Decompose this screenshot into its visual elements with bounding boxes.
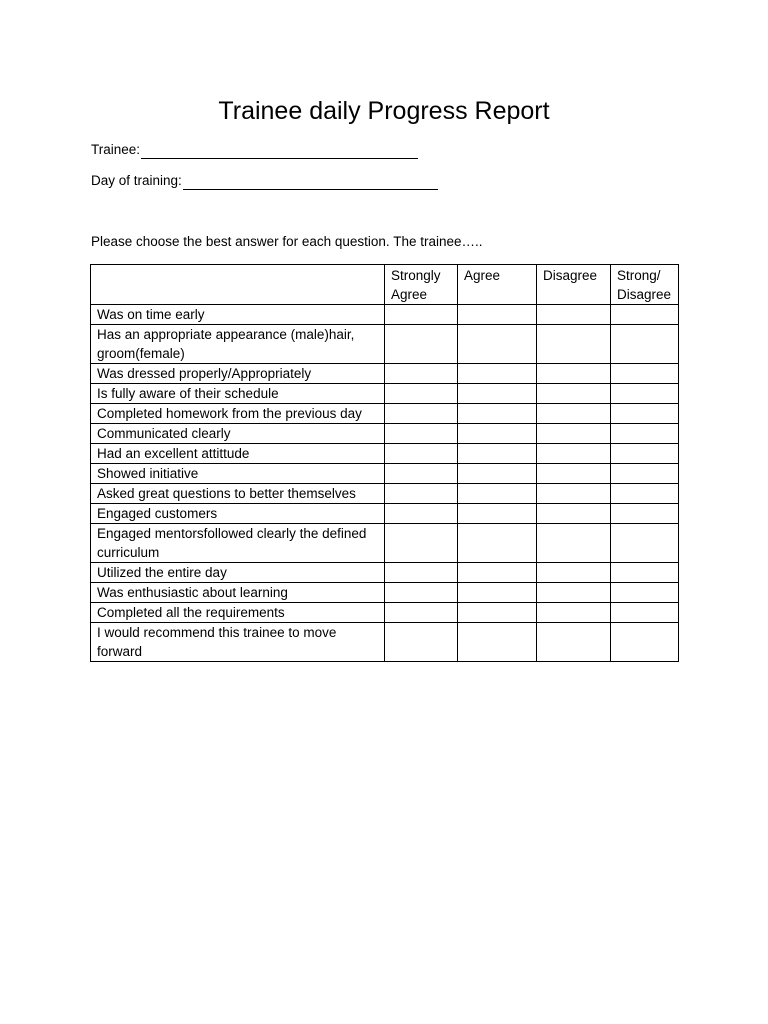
trainee-field[interactable] (91, 141, 418, 159)
table-row (91, 444, 679, 464)
question-cell: Completed homework from the previous day (91, 404, 385, 424)
answer-cell-strongly-agree[interactable] (385, 305, 458, 325)
table-row (91, 424, 679, 444)
table-row (91, 504, 679, 524)
table-row (91, 484, 679, 504)
table-row (91, 464, 679, 484)
answer-cell-strongly-disagree[interactable] (611, 384, 679, 404)
header-disagree: Disagree (537, 265, 611, 305)
answer-cell-strongly-agree[interactable] (385, 603, 458, 623)
day-of-training-blank-line[interactable] (183, 175, 438, 190)
question-cell: I would recommend this trainee to move forward (91, 623, 385, 662)
answer-cell-agree[interactable] (458, 404, 537, 424)
answer-cell-agree[interactable] (458, 524, 537, 563)
answer-cell-agree[interactable] (458, 325, 537, 364)
answer-cell-strongly-disagree[interactable] (611, 444, 679, 464)
answer-cell-disagree[interactable] (537, 444, 611, 464)
table-row (91, 603, 679, 623)
answer-cell-agree[interactable] (458, 484, 537, 504)
table-row (91, 563, 679, 583)
answer-cell-agree[interactable] (458, 424, 537, 444)
header-agree: Agree (458, 265, 537, 305)
answer-cell-strongly-agree[interactable] (385, 325, 458, 364)
answer-cell-strongly-disagree[interactable] (611, 404, 679, 424)
answer-cell-disagree[interactable] (537, 305, 611, 325)
answer-cell-agree[interactable] (458, 364, 537, 384)
answer-cell-strongly-disagree[interactable] (611, 424, 679, 444)
question-cell: Had an excellent attittude (91, 444, 385, 464)
answer-cell-strongly-disagree[interactable] (611, 583, 679, 603)
survey-body (91, 305, 679, 662)
table-row (91, 524, 679, 563)
answer-cell-strongly-agree[interactable] (385, 424, 458, 444)
answer-cell-disagree[interactable] (537, 563, 611, 583)
question-cell: Is fully aware of their schedule (91, 384, 385, 404)
answer-cell-disagree[interactable] (537, 464, 611, 484)
answer-cell-strongly-agree[interactable] (385, 464, 458, 484)
answer-cell-disagree[interactable] (537, 424, 611, 444)
question-cell: Communicated clearly (91, 424, 385, 444)
answer-cell-strongly-disagree[interactable] (611, 603, 679, 623)
answer-cell-strongly-agree[interactable] (385, 364, 458, 384)
answer-cell-agree[interactable] (458, 444, 537, 464)
answer-cell-strongly-disagree[interactable] (611, 563, 679, 583)
instructions-text: Please choose the best answer for each question. The trainee….. (91, 234, 483, 249)
answer-cell-strongly-disagree[interactable] (611, 524, 679, 563)
table-header-row (91, 265, 679, 305)
question-cell: Was on time early (91, 305, 385, 325)
header-strongly-disagree: Strong/ Disagree (611, 265, 679, 305)
answer-cell-agree[interactable] (458, 583, 537, 603)
answer-cell-agree[interactable] (458, 504, 537, 524)
answer-cell-strongly-disagree[interactable] (611, 623, 679, 662)
question-cell: Completed all the requirements (91, 603, 385, 623)
question-cell: Asked great questions to better themselves (91, 484, 385, 504)
answer-cell-strongly-agree[interactable] (385, 504, 458, 524)
answer-cell-agree[interactable] (458, 563, 537, 583)
answer-cell-disagree[interactable] (537, 524, 611, 563)
answer-cell-disagree[interactable] (537, 603, 611, 623)
answer-cell-strongly-agree[interactable] (385, 583, 458, 603)
answer-cell-strongly-agree[interactable] (385, 563, 458, 583)
answer-cell-disagree[interactable] (537, 364, 611, 384)
answer-cell-agree[interactable] (458, 384, 537, 404)
answer-cell-disagree[interactable] (537, 404, 611, 424)
answer-cell-strongly-disagree[interactable] (611, 484, 679, 504)
document-title: Trainee daily Progress Report (218, 97, 550, 125)
answer-cell-strongly-disagree[interactable] (611, 305, 679, 325)
answer-cell-disagree[interactable] (537, 384, 611, 404)
answer-cell-strongly-disagree[interactable] (611, 464, 679, 484)
question-cell: Was dressed properly/Appropriately (91, 364, 385, 384)
header-strongly-agree: Strongly Agree (385, 265, 458, 305)
table-row (91, 583, 679, 603)
answer-cell-strongly-agree[interactable] (385, 384, 458, 404)
table-row (91, 384, 679, 404)
table-row (91, 404, 679, 424)
answer-cell-agree[interactable] (458, 623, 537, 662)
answer-cell-strongly-disagree[interactable] (611, 364, 679, 384)
answer-cell-disagree[interactable] (537, 484, 611, 504)
header-question (91, 265, 385, 305)
table-row (91, 623, 679, 662)
answer-cell-strongly-agree[interactable] (385, 623, 458, 662)
trainee-label: Trainee: (91, 142, 141, 157)
question-cell: Has an appropriate appearance (male)hair, groom(female) (91, 325, 385, 364)
answer-cell-disagree[interactable] (537, 623, 611, 662)
question-cell: Showed initiative (91, 464, 385, 484)
answer-cell-agree[interactable] (458, 305, 537, 325)
day-of-training-label: Day of training: (91, 173, 182, 188)
table-row (91, 364, 679, 384)
trainee-blank-line[interactable] (141, 144, 418, 159)
answer-cell-agree[interactable] (458, 464, 537, 484)
table-row (91, 325, 679, 364)
answer-cell-strongly-agree[interactable] (385, 484, 458, 504)
answer-cell-strongly-disagree[interactable] (611, 504, 679, 524)
answer-cell-agree[interactable] (458, 603, 537, 623)
answer-cell-strongly-disagree[interactable] (611, 325, 679, 364)
question-cell: Was enthusiastic about learning (91, 583, 385, 603)
answer-cell-strongly-agree[interactable] (385, 524, 458, 563)
survey-table (90, 264, 679, 662)
answer-cell-disagree[interactable] (537, 583, 611, 603)
question-cell: Engaged customers (91, 504, 385, 524)
answer-cell-disagree[interactable] (537, 325, 611, 364)
question-cell: Engaged mentorsfollowed clearly the defined curriculum (91, 524, 385, 563)
answer-cell-strongly-agree[interactable] (385, 404, 458, 424)
question-cell: Utilized the entire day (91, 563, 385, 583)
table-row (91, 305, 679, 325)
answer-cell-strongly-agree[interactable] (385, 444, 458, 464)
day-of-training-field[interactable] (91, 172, 438, 190)
answer-cell-disagree[interactable] (537, 504, 611, 524)
